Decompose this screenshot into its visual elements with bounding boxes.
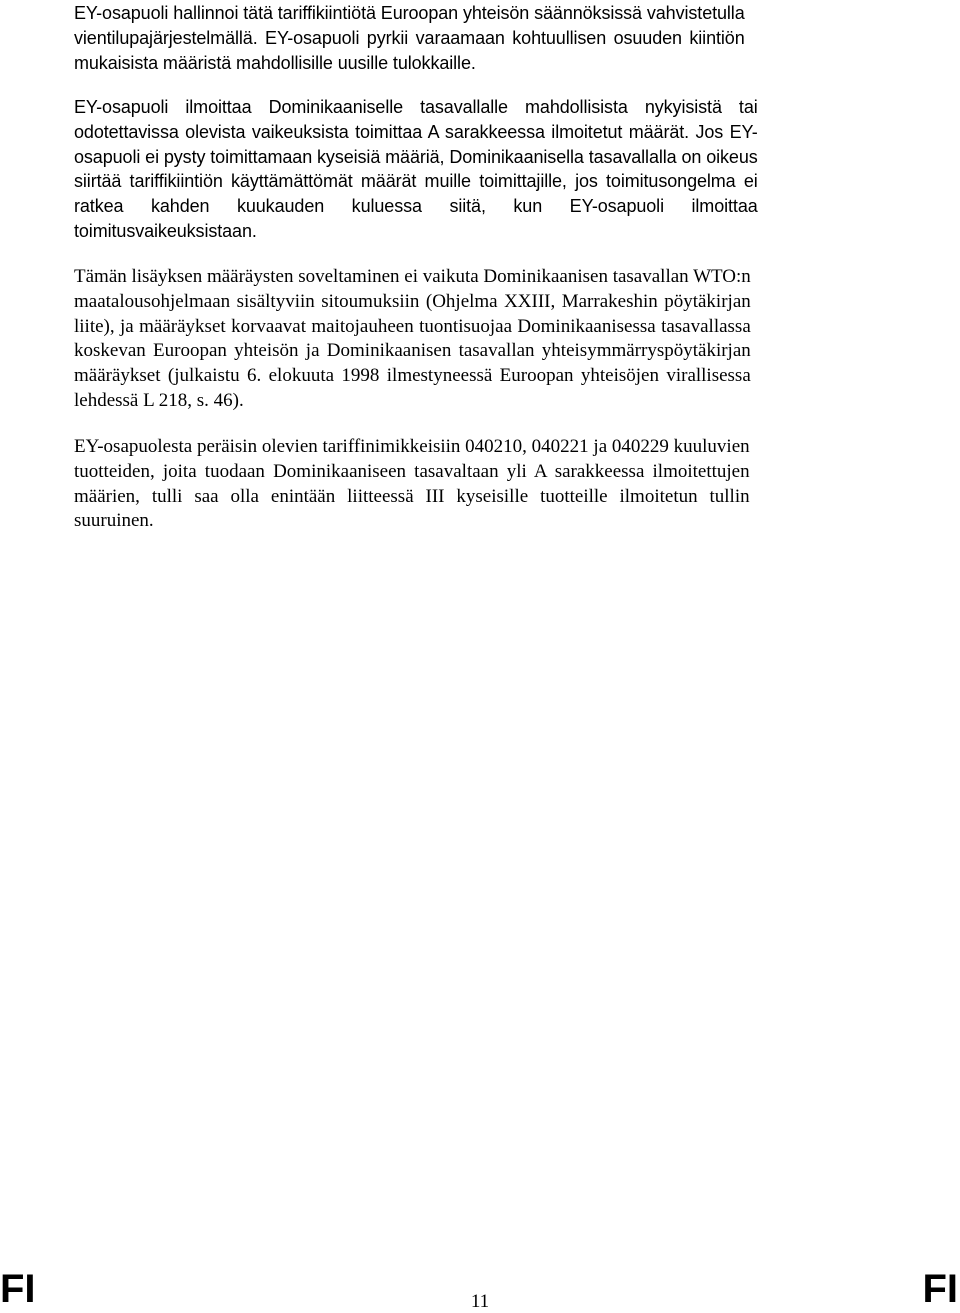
paragraph-line: maatalousohjelmaan sisältyviin sitoumuksiin (Ohjelma XXIII, Marrakeshin pöytäkirjan [74,290,751,312]
paragraph-line: toimitusvaikeuksistaan. [74,220,257,241]
paragraph-line: ratkea kahden kuukauden kuluessa siitä, kun EY-osapuoli ilmoittaa [74,196,758,217]
footer-language-code-right: FI [922,1267,958,1311]
paragraph-line: liite), ja määräykset korvaavat maitojauheen tuontisuojaa Dominikaanisessa tasavallassa [74,315,751,337]
paragraph-line: lehdessä L 218, s. 46). [74,389,244,411]
paragraph-line: EY-osapuoli ilmoittaa Dominikaaniselle tasavallalle mahdollisista nykyisistä tai [74,97,758,117]
paragraph-line: määrien, tulli saa olla enintään liitteessä III kyseisille tuotteille ilmoitetun tullin [74,485,750,507]
paragraph-line: EY-osapuolesta peräisin olevien tariffinimikkeisiin 040210, 040221 ja 040229 kuuluvien [74,436,750,457]
paragraph-line: vientilupajärjestelmällä. EY-osapuoli pyrkii varaamaan kohtuullisen osuuden kiintiön [74,27,745,48]
paragraph-line: Tämän lisäyksen määräysten soveltaminen ei vaikuta Dominikaanisen tasavallan WTO:n [74,266,751,287]
paragraph-line: odotettavissa olevista vaikeuksista toimittaa A sarakkeessa ilmoitetut määrät. Jos EY- [74,121,758,142]
paragraph-3 [74,265,751,414]
paragraph-2 [74,95,758,244]
paragraph-line: EY-osapuoli hallinnoi tätä tariffikiintiötä Euroopan yhteisön säännöksissä vahvistetulla [74,3,745,23]
paragraph-line: määräykset (julkaistu 6. elokuuta 1998 ilmestyneessä Euroopan yhteisöjen virallisessa [74,365,751,387]
footer-language-code-left: FI [0,1267,36,1311]
paragraph-4 [74,435,750,534]
paragraph-line: siirtää tariffikiintiön käyttämättömät määrät muille toimittajille, jos toimitusongelma ei [74,171,758,192]
paragraph-1 [74,1,745,75]
paragraph-line: tuotteiden, joita tuodaan Dominikaaniseen tasavaltaan yli A sarakkeessa ilmoitettujen [74,460,750,482]
paragraph-line: osapuoli ei pysty toimittamaan kyseisiä määriä, Dominikaanisella tasavallalla on oikeus [74,146,758,167]
paragraph-line: suuruinen. [74,510,154,532]
paragraph-line: koskevan Euroopan yhteisön ja Dominikaanisen tasavallan yhteisymmärryspöytäkirjan [74,340,751,362]
page-number: 11 [470,1291,490,1312]
paragraph-line: mukaisista määristä mahdollisille uusille tulokkaille. [74,52,476,73]
